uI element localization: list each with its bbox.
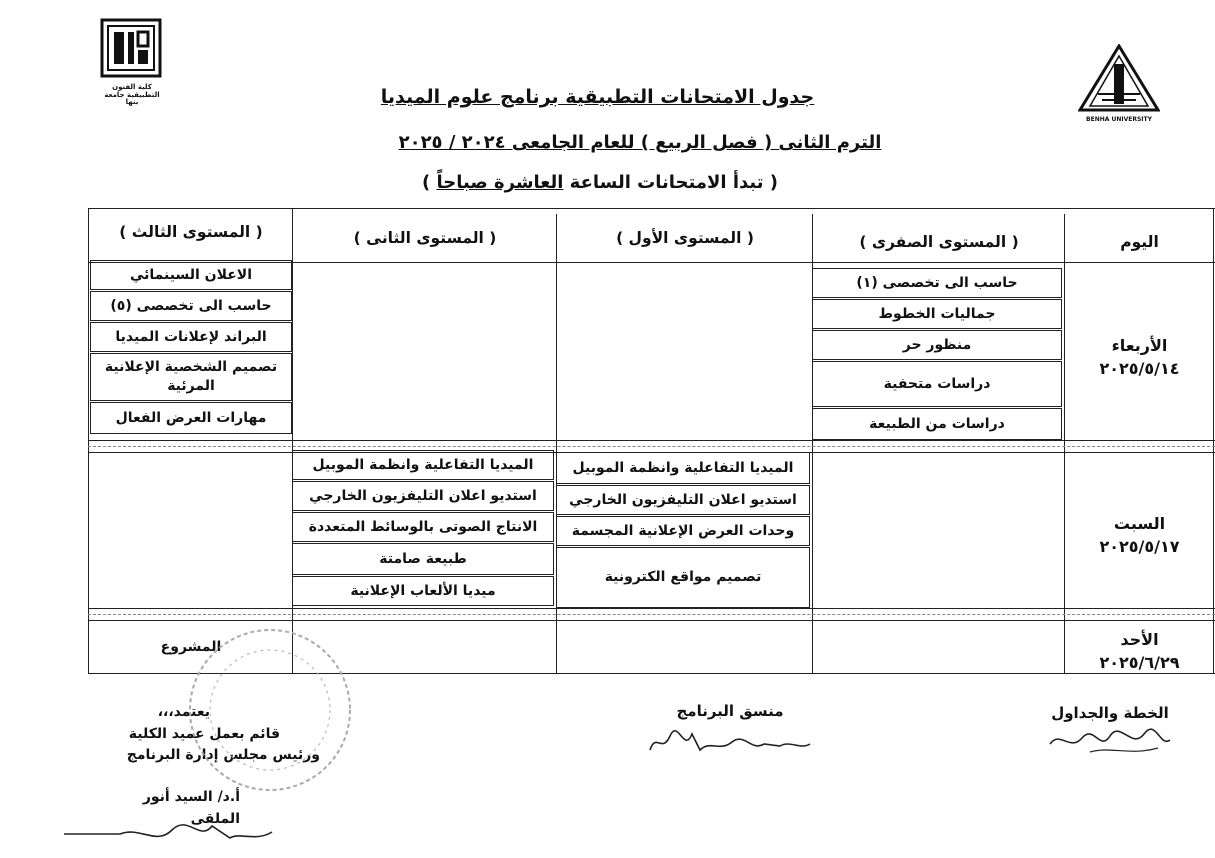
day-saturday — [1066, 512, 1213, 558]
university-logo-caption: BENHA UNIVERSITY — [1086, 116, 1152, 123]
day-sunday — [1066, 628, 1213, 674]
dean-label: قائم بعمل عميد الكلية — [128, 725, 280, 742]
approve-label: يعتمد،،، — [157, 704, 210, 720]
term-title: الترم الثانى ( فصل الربيع ) للعام الجامعى ٢٠٢٤ / ٢٠٢٥ — [398, 132, 882, 153]
university-logo-mark — [1078, 44, 1160, 112]
page-title: جدول الامتحانات التطبيقية برنامج علوم الميديا — [380, 86, 815, 108]
start-time-prefix: ( تبدأ الامتحانات الساعة — [569, 172, 778, 193]
header-day: اليوم — [1120, 233, 1159, 251]
faculty-logo-caption: كلية الفنون التطبيقية جامعة بنها — [104, 83, 160, 107]
wed-level-zero-2: جماليات الخطوط — [812, 299, 1062, 329]
faculty-logo-mark — [98, 18, 166, 80]
table-top-border — [88, 208, 1215, 209]
planning-label: الخطة والجداول — [1051, 704, 1169, 722]
sat-level-one-3: وحدات العرض الإعلانية المجسمة — [556, 516, 810, 546]
wed-level-three-2: حاسب الى تخصصى (٥) — [90, 291, 292, 321]
sat-level-two-3: الانتاج الصوتى بالوسائط المتعددة — [292, 512, 554, 542]
official-stamp — [180, 620, 360, 800]
sat-level-two-2: استديو اعلان التليفزيون الخارجي — [292, 481, 554, 511]
sat-level-one-2: استديو اعلان التليفزيون الخارجي — [556, 485, 810, 515]
planning-signature — [1040, 722, 1180, 762]
day-wednesday — [1066, 334, 1213, 380]
wednesday-row-divider — [88, 440, 1215, 441]
wed-level-zero-4: دراسات متحفية — [812, 361, 1062, 407]
university-logo — [1078, 44, 1160, 122]
day-saturday-name: السبت — [1113, 514, 1166, 533]
council-label: ورئيس مجلس إدارة البرنامج — [126, 747, 320, 764]
sat-level-two-5: ميديا الألعاب الإعلانية — [292, 576, 554, 606]
sun-level-three: المشروع — [160, 638, 222, 655]
wed-level-zero-3: منظور حر — [812, 330, 1062, 360]
wed-level-zero-5: دراسات من الطبيعة — [812, 408, 1062, 440]
saturday-gap-line — [88, 614, 1215, 615]
day-wednesday-date: ٢٠٢٥/٥/١٤ — [1099, 359, 1180, 379]
saturday-row-divider — [88, 608, 1215, 609]
wed-level-three-5: مهارات العرض الفعال — [90, 402, 292, 434]
wed-level-three-3: البراند لإعلانات الميديا — [90, 322, 292, 352]
start-time-highlight: العاشرة صباحاً — [436, 172, 564, 193]
day-wednesday-name: الأربعاء — [1111, 336, 1168, 355]
day-saturday-date: ٢٠٢٥/٥/١٧ — [1099, 537, 1180, 557]
start-time-suffix: ) — [422, 172, 431, 193]
wednesday-gap-line — [88, 446, 1215, 447]
day-sunday-name: الأحد — [1120, 630, 1159, 649]
sat-level-two-4: طبيعة صامتة — [292, 543, 554, 575]
header-level-one: ( المستوى الأول ) — [616, 229, 754, 247]
sat-level-two-1: الميديا التفاعلية وانظمة الموبيل — [292, 450, 554, 480]
day-sunday-date: ٢٠٢٥/٦/٢٩ — [1099, 653, 1180, 673]
header-level-two: ( المستوى الثانى ) — [353, 229, 497, 247]
col-divider-0-day — [1064, 214, 1065, 673]
wed-level-three-1: الاعلان السينمائي — [90, 260, 292, 290]
header-level-zero: ( المستوى الصفرى ) — [859, 233, 1019, 251]
sat-level-one-1: الميديا التفاعلية وانظمة الموبيل — [556, 452, 810, 484]
coordinator-signature — [640, 722, 820, 762]
wed-level-zero-1: حاسب الى تخصصى (١) — [812, 268, 1062, 298]
dean-name: أ.د/ السيد أنور الملقى — [142, 789, 240, 827]
sat-level-one-4: تصميم مواقع الكترونية — [556, 547, 810, 608]
dean-signature — [60, 812, 280, 852]
faculty-logo — [98, 18, 166, 107]
header-level-three: ( المستوى الثالث ) — [119, 223, 263, 241]
coordinator-label: منسق البرنامج — [676, 702, 784, 720]
wed-level-three-4: تصميم الشخصية الإعلانية المرئية — [90, 353, 292, 401]
start-time-note — [300, 172, 900, 193]
